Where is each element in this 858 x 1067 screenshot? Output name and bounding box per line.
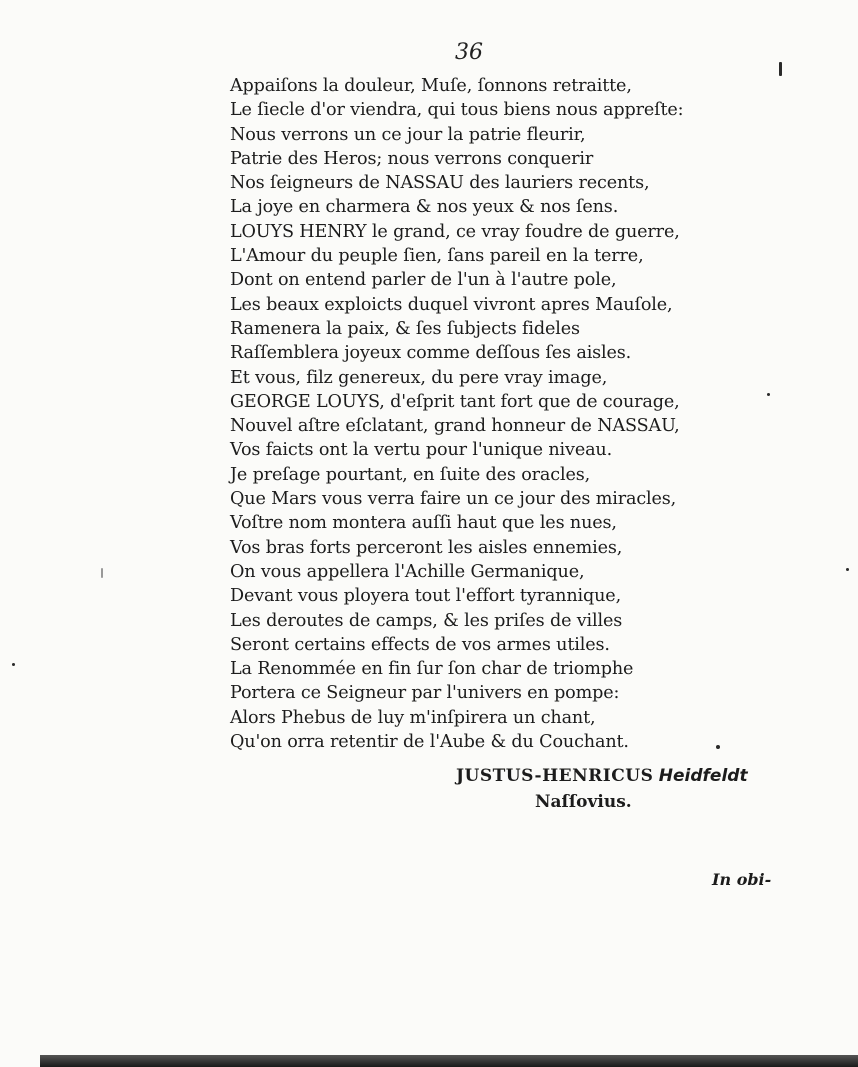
- poem-line: Appaiſons la douleur, Muſe, ſonnons retraitte,: [230, 76, 632, 96]
- poem-line: Et vous, filz genereux, du pere vray image,: [230, 367, 608, 388]
- poem-line: Que Mars vous verra faire un ce jour des miracles,: [230, 489, 677, 510]
- poem-line: Qu'on orra retentir de l'Aube & du Couchant.: [230, 732, 629, 753]
- poem-line: Ramenera la paix, & ſes ſubjects fideles: [230, 318, 580, 339]
- poem-line: Le ſiecle d'or viendra, qui tous biens nous appreſte:: [230, 100, 684, 121]
- poem-line: Seront certains effects de vos armes utiles.: [230, 634, 610, 655]
- poem-line: Nouvel aſtre eſclatant, grand honneur de NASSAU,: [230, 416, 680, 437]
- page-bottom-edge: [40, 1055, 858, 1067]
- ink-speck: [779, 62, 782, 76]
- poem-line: Raſſemblera joyeux comme deſſous ſes aisles.: [230, 343, 632, 364]
- poem-line: Nos ſeigneurs de NASSAU des lauriers recents,: [230, 173, 650, 194]
- poem-line: Vos faicts ont la vertu pour l'unique niveau.: [230, 440, 613, 461]
- author-signature: [456, 766, 748, 786]
- catchword: In obi-: [712, 870, 772, 889]
- poem-line: Nous verrons un ce jour la patrie fleurir,: [230, 124, 586, 145]
- ink-speck: [12, 663, 15, 666]
- poem-line: Les beaux exploicts duquel vivront apres Mauſole,: [230, 294, 673, 315]
- poem-line: Patrie des Heros; nous verrons conquerir: [230, 148, 594, 169]
- author-origin: Naſſovius.: [535, 792, 632, 812]
- poem-line: Portera ce Seigneur par l'univers en pompe:: [230, 683, 620, 704]
- author-surname: Heidfeldt: [658, 766, 748, 786]
- poem: [230, 74, 683, 754]
- poem-line: La Renommée en fin ſur ſon char de triomphe: [230, 659, 634, 680]
- ink-speck: [767, 393, 770, 396]
- poem-line: Devant vous ployera tout l'effort tyrannique,: [230, 586, 622, 607]
- page-number: 36: [455, 40, 483, 65]
- poem-line: Dont on entend parler de l'un à l'autre pole,: [230, 270, 617, 291]
- poem-line: Alors Phebus de luy m'inſpirera un chant,: [230, 707, 596, 728]
- ink-speck: [846, 568, 849, 571]
- author-name: JUSTUS-HENRICUS: [456, 766, 654, 786]
- poem-line: Voſtre nom montera auſſi haut que les nues,: [230, 513, 617, 534]
- poem-line: L'Amour du peuple ſien, ſans pareil en la terre,: [230, 246, 644, 267]
- poem-line: On vous appellera l'Achille Germanique,: [230, 561, 585, 582]
- ink-speck: [101, 568, 103, 578]
- poem-line: La joye en charmera & nos yeux & nos ſens.: [230, 197, 619, 218]
- poem-line: Les deroutes de camps, & les priſes de villes: [230, 610, 623, 631]
- poem-line: GEORGE LOUYS, d'eſprit tant fort que de courage,: [230, 391, 680, 412]
- poem-line: Vos bras forts perceront les aisles ennemies,: [230, 537, 623, 558]
- ink-speck: [716, 745, 720, 749]
- poem-line: LOUYS HENRY le grand, ce vray foudre de guerre,: [230, 221, 680, 242]
- poem-line: Je preſage pourtant, en ſuite des oracles,: [230, 464, 591, 485]
